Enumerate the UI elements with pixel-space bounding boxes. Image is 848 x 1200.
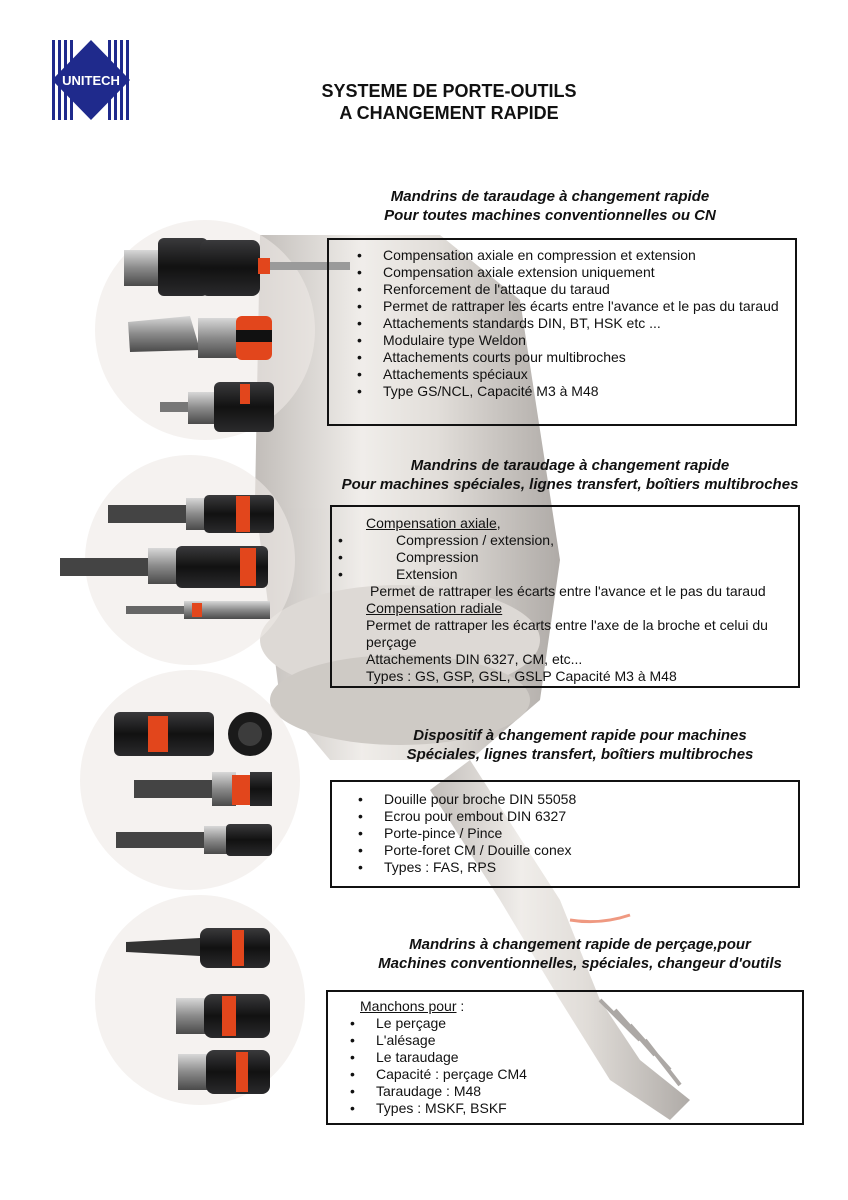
list-item: • Attachements spéciaux xyxy=(347,366,785,383)
list-item: • Permet de rattraper les écarts entre l'avance et le pas du taraud xyxy=(347,298,785,315)
list-item: • L'alésage xyxy=(340,1032,792,1049)
tool-sleeve-2 xyxy=(176,994,270,1038)
list-item: • Le taraudage xyxy=(340,1049,792,1066)
section-3-box xyxy=(330,780,800,888)
list-item: • Modulaire type Weldon xyxy=(347,332,785,349)
list-item: • Le perçage xyxy=(340,1015,792,1032)
tool-sleeve-3 xyxy=(178,1050,270,1094)
title-line-2: A CHANGEMENT RAPIDE xyxy=(339,103,559,123)
list-item: • Compression / extension, xyxy=(332,532,790,549)
list-item: • Compensation axiale extension uniquement xyxy=(347,264,785,281)
list-item: • Porte-foret CM / Douille conex xyxy=(348,842,788,859)
list-item: • Extension xyxy=(332,566,790,583)
logo-text: UNITECH xyxy=(62,73,120,88)
title-line-1: SYSTEME DE PORTE-OUTILS xyxy=(321,81,577,101)
section-1-heading-line-1: Mandrins de taraudage à changement rapide xyxy=(390,188,710,205)
radial-compensation-label: Compensation radiale xyxy=(366,600,503,616)
list-item: • Douille pour broche DIN 55058 xyxy=(348,791,788,808)
list-item: • Compression xyxy=(332,549,790,566)
section-1-box xyxy=(327,238,797,426)
list-item: • Attachements standards DIN, BT, HSK etc ... xyxy=(347,315,785,332)
sleeves-intro: Manchons pour : xyxy=(360,998,465,1014)
list-item: • Porte-pince / Pince xyxy=(348,825,788,842)
section-2-heading-line-1: Mandrins de taraudage à changement rapide xyxy=(410,457,730,474)
page-title xyxy=(0,80,848,124)
list-item: • Compensation axiale en compression et extension xyxy=(347,247,785,264)
section-3-heading-line-1: Dispositif à changement rapide pour machines xyxy=(413,727,747,744)
axial-compensation-text: Permet de rattraper les écarts entre l'avance et le pas du taraud xyxy=(370,583,766,599)
axial-compensation-label: Compensation axiale, xyxy=(366,515,501,531)
section-2-box xyxy=(330,505,800,688)
section-2-heading xyxy=(320,456,820,494)
section-4-heading-line-1: Mandrins à changement rapide de perçage,pour xyxy=(409,936,751,953)
section-1-heading-line-2: Pour toutes machines conventionnelles ou CN xyxy=(384,207,716,224)
section-3-heading xyxy=(380,726,780,764)
list-item: • Types : MSKF, BSKF xyxy=(340,1100,792,1117)
section-4-heading xyxy=(350,935,810,973)
attachments-text: Attachements DIN 6327, CM, etc... xyxy=(366,651,583,667)
section-4-box xyxy=(326,990,804,1125)
list-item: • Capacité : perçage CM4 xyxy=(340,1066,792,1083)
list-item: • Taraudage : M48 xyxy=(340,1083,792,1100)
list-item: • Attachements courts pour multibroches xyxy=(347,349,785,366)
list-item: • Types : FAS, RPS xyxy=(348,859,788,876)
list-item: • Renforcement de l'attaque du taraud xyxy=(347,281,785,298)
types-text: Types : GS, GSP, GSL, GSLP Capacité M3 à M48 xyxy=(366,668,677,684)
radial-compensation-text: Permet de rattraper les écarts entre l'axe de la broche et celui du perçage xyxy=(366,617,768,650)
section-1-heading xyxy=(340,187,760,225)
tool-sleeve xyxy=(114,712,272,756)
section-3-heading-line-2: Spéciales, lignes transfert, boîtiers multibroches xyxy=(406,746,754,763)
section-4-heading-line-2: Machines conventionnelles, spéciales, changeur d'outils xyxy=(378,955,782,972)
section-2-heading-line-2: Pour machines spéciales, lignes transfert, boîtiers multibroches xyxy=(341,476,799,493)
list-item: • Type GS/NCL, Capacité M3 à M48 xyxy=(347,383,785,400)
list-item: • Ecrou pour embout DIN 6327 xyxy=(348,808,788,825)
